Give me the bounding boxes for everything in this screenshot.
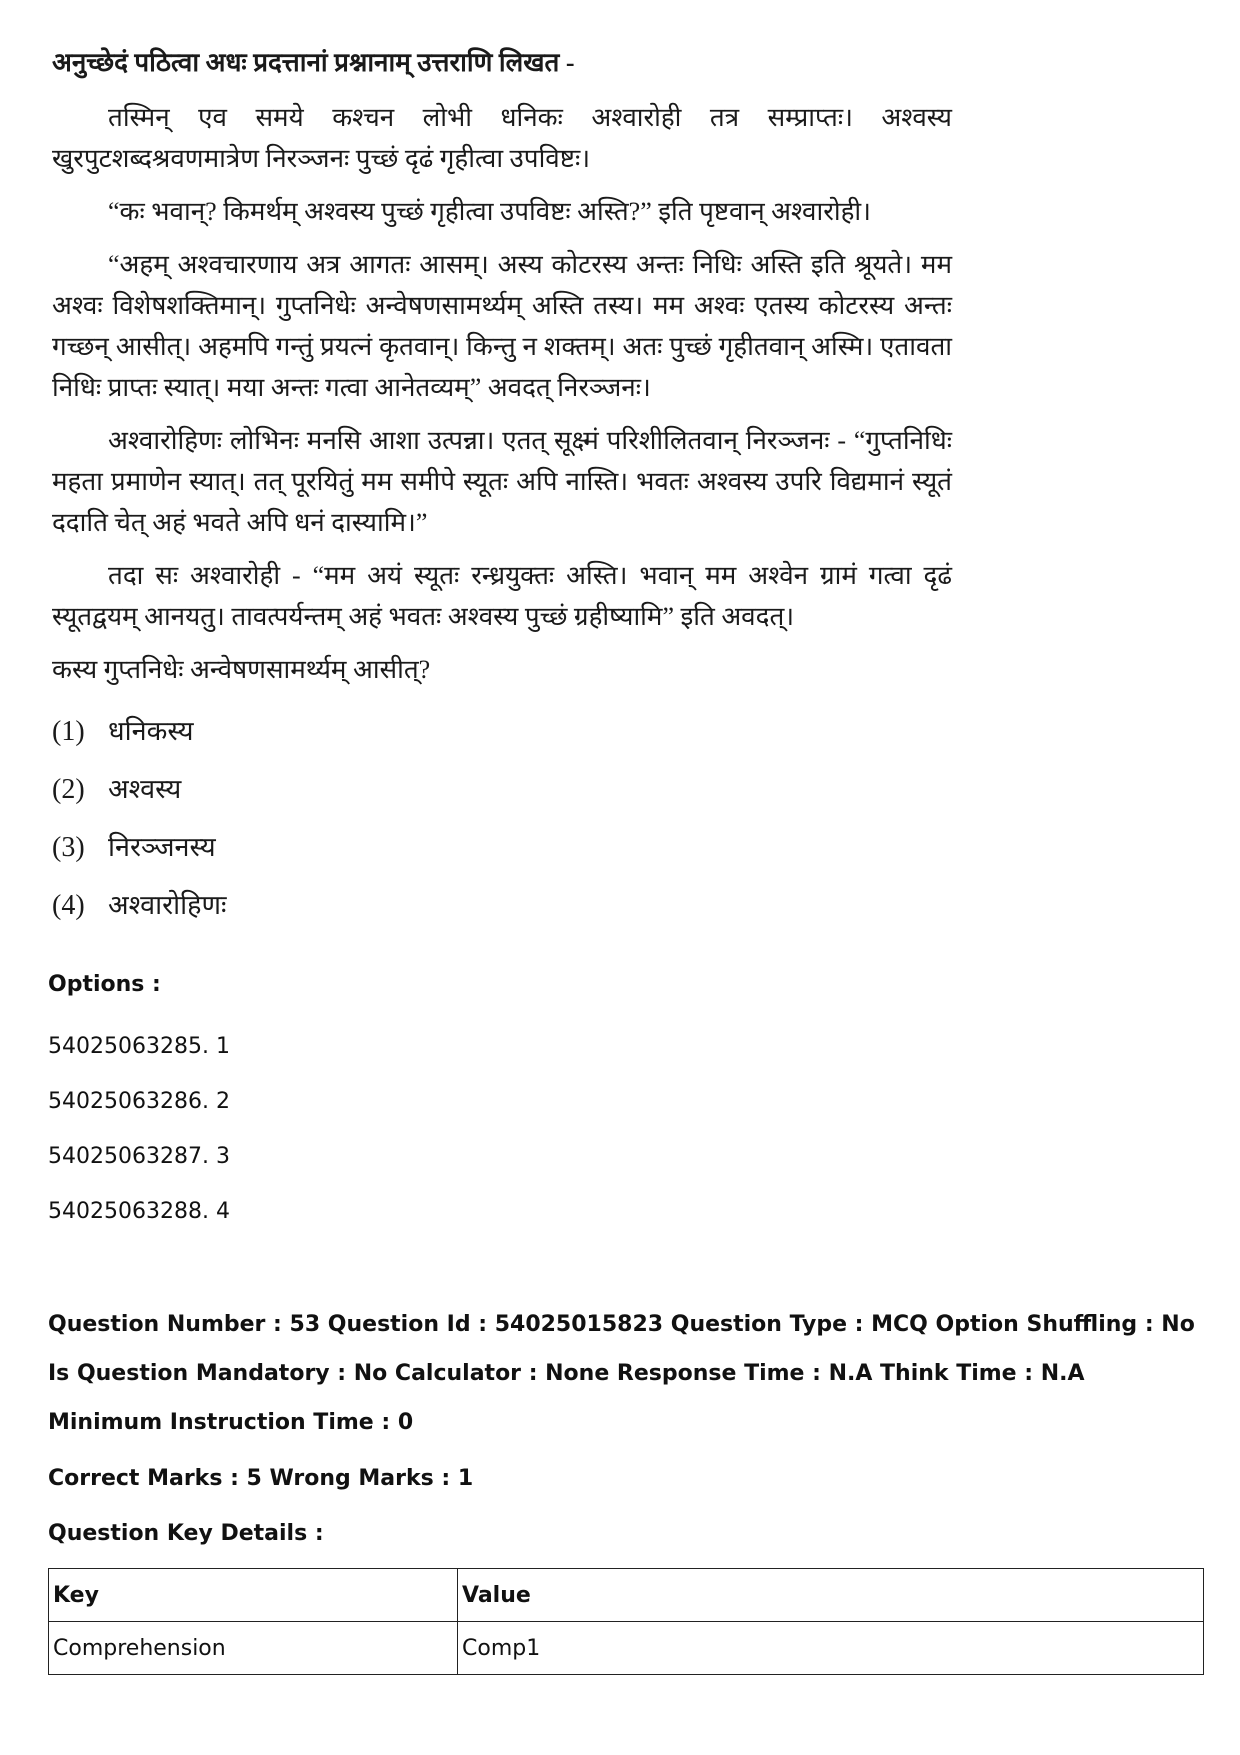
- passage-paragraph-4: अश्वारोहिणः लोभिनः मनसि आशा उत्पन्ना। एतत् सूक्ष्मं परिशीलितवान् निरञ्जनः - “गुप्तनिधिः महता प्रमाणेन स्यात्। तत् पूरयितुं मम समीपे स्यूतः अपि नास्ति। भवतः अश्वस्य उपरि विद्यमानं स्यूतं ददाति चेत् अहं भवते अपि धनं दास्यामि।”: [52, 426, 952, 537]
- choice-2: [52, 760, 952, 818]
- option-item-1: 54025063285. 1: [48, 1034, 230, 1059]
- question-meta-line-1: Question Number : 53 Question Id : 54025015823 Question Type : MCQ Option Shuffling : No: [48, 1312, 1195, 1337]
- choice-4: [52, 876, 952, 934]
- passage-paragraph-3: “अहम् अश्वचारणाय अत्र आगतः आसम्। अस्य कोटरस्य अन्तः निधिः अस्ति इति श्रूयते। मम अश्वः विशेषशक्तिमान्। गुप्तनिधेः अन्वेषणसामर्थ्यम् अस्ति तस्य। मम अश्वः एतस्य कोटरस्य अन्तः गच्छन् आसीत्। अहमपि गन्तुं प्रयत्नं कृतवान्। किन्तु न शक्तम्। अतः पुच्छं गृहीतवान् अस्मि। एतावता निधिः प्राप्तः स्यात्। मया अन्तः गत्वा आनेतव्यम्” अवदत् निरञ्जनः।: [52, 250, 952, 402]
- option-item-2: 54025063286. 2: [48, 1089, 230, 1114]
- table-header-key: Key: [49, 1569, 458, 1622]
- question-key-table: [48, 1568, 1204, 1675]
- question-meta-line-2: Is Question Mandatory : No Calculator : None Response Time : N.A Think Time : N.A: [48, 1361, 1085, 1386]
- table-header-value: Value: [458, 1569, 1204, 1622]
- choice-1: [52, 702, 952, 760]
- choice-text: अश्वस्य: [108, 773, 182, 804]
- option-item-4: 54025063288. 4: [48, 1199, 230, 1224]
- choice-number: (3): [52, 831, 85, 863]
- passage-paragraph-2: “कः भवान्? किमर्थम् अश्वस्य पुच्छं गृहीत्वा उपविष्टः अस्ति?” इति पृष्टवान् अश्वारोही।: [108, 197, 872, 226]
- passage-paragraph-5: तदा सः अश्वारोही - “मम अयं स्यूतः रन्ध्रयुक्तः अस्ति। भवान् मम अश्वेन ग्रामं गत्वा दृढं स्यूतद्वयम् आनयतु। तावत्पर्यन्तम् अहं भवतः अश्वस्य पुच्छं ग्रहीष्यामि” इति अवदत्।: [52, 561, 952, 631]
- passage-question: कस्य गुप्तनिधेः अन्वेषणसामर्थ्यम् आसीत्?: [52, 655, 431, 684]
- question-meta-line-3: Minimum Instruction Time : 0: [48, 1410, 414, 1435]
- question-key-details-label: Question Key Details :: [48, 1521, 324, 1546]
- choice-text: अश्वारोहिणः: [108, 889, 227, 920]
- choice-3: [52, 818, 952, 876]
- passage-heading: अनुच्छेदं पठित्वा अधः प्रदत्तानां प्रश्नानाम् उत्तराणि लिखत -: [52, 48, 575, 77]
- choice-text: निरञ्जनस्य: [108, 831, 216, 862]
- table-cell-value: Comp1: [458, 1622, 1204, 1675]
- choice-number: (1): [52, 715, 85, 747]
- choice-number: (4): [52, 889, 85, 921]
- sanskrit-passage: [52, 42, 952, 934]
- marks-line: Correct Marks : 5 Wrong Marks : 1: [48, 1466, 474, 1491]
- options-label: Options :: [48, 972, 161, 997]
- passage-paragraph-1: तस्मिन् एव समये कश्चन लोभी धनिकः अश्वारोही तत्र सम्प्राप्तः। अश्वस्य खुरपुटशब्दश्रवणमात्रेण निरञ्जनः पुच्छं दृढं गृहीत्वा उपविष्टः।: [52, 103, 952, 173]
- choice-number: (2): [52, 773, 85, 805]
- option-item-3: 54025063287. 3: [48, 1144, 230, 1169]
- table-cell-key: Comprehension: [49, 1622, 458, 1675]
- table-row: [49, 1622, 1204, 1675]
- table-header-row: [49, 1569, 1204, 1622]
- choice-text: धनिकस्य: [108, 715, 194, 746]
